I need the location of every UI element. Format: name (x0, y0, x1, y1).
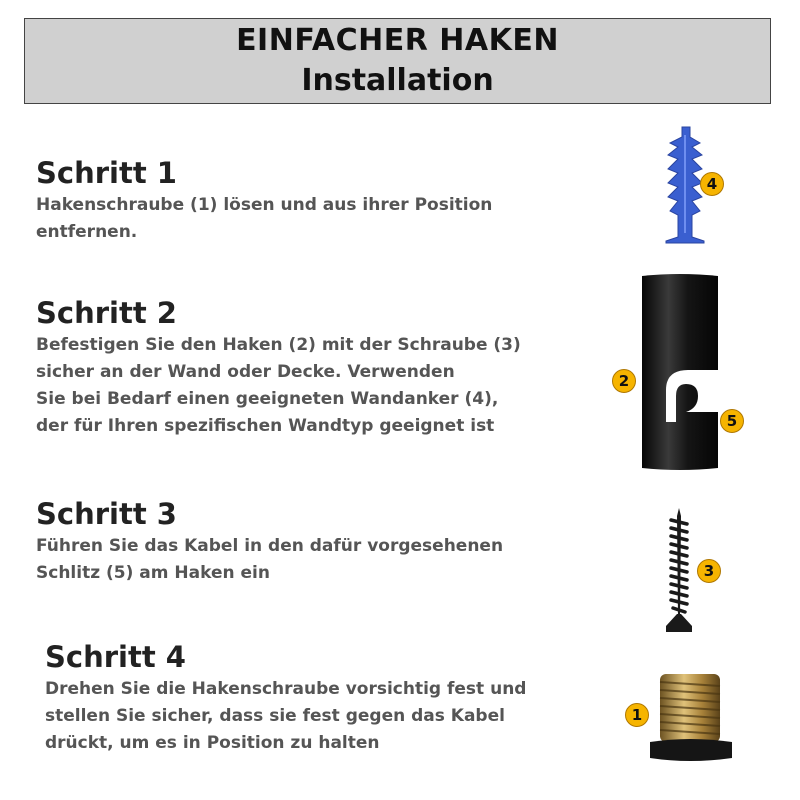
step-3 (36, 497, 576, 587)
step-title: Schritt 4 (45, 640, 186, 674)
step-text: Führen Sie das Kabel in den dafür vorgesehenen Schlitz (5) am Haken ein (36, 536, 504, 583)
step-1 (36, 156, 576, 246)
hook-screw-icon (650, 672, 742, 766)
title-banner (24, 18, 771, 104)
part-badge-2: 2 (612, 369, 636, 393)
page-subtitle: Installation (301, 63, 494, 98)
step-title: Schritt 3 (36, 497, 177, 531)
part-badge-1: 1 (625, 703, 649, 727)
part-badge-3: 3 (697, 559, 721, 583)
step-4 (45, 640, 585, 757)
part-badge-5: 5 (720, 409, 744, 433)
page-title: EINFACHER HAKEN (236, 23, 559, 58)
step-text: Hakenschraube (1) lösen und aus ihrer Position entfernen. (36, 195, 493, 242)
screw-icon (664, 508, 694, 634)
step-title: Schritt 2 (36, 296, 177, 330)
step-2 (36, 296, 576, 440)
step-text: Befestigen Sie den Haken (2) mit der Schraube (3) sicher an der Wand oder Decke. Verwenden Sie bei Bedarf einen geeigneten Wandanker (4), der für Ihren spezifischen Wandtyp geeignet ist (36, 335, 521, 436)
part-badge-4: 4 (700, 172, 724, 196)
step-title: Schritt 1 (36, 156, 177, 190)
step-text: Drehen Sie die Hakenschraube vorsichtig fest und stellen Sie sicher, dass sie fest gegen das Kabel drückt, um es in Position zu halten (45, 679, 527, 753)
hook-body-icon (640, 272, 720, 472)
